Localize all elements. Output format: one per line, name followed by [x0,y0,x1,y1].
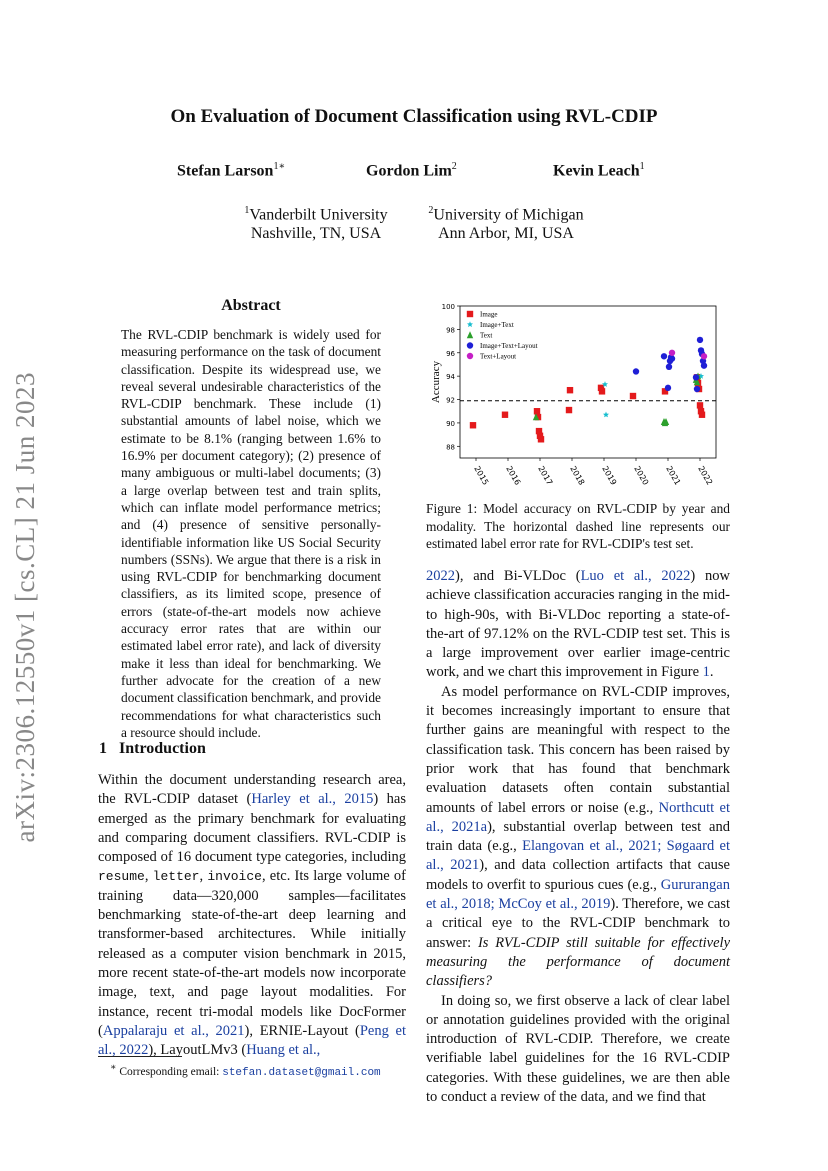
data-point [599,388,605,394]
data-point [669,350,675,356]
y-tick-label: 90 [446,419,455,428]
data-point [633,368,639,374]
legend-label: Text+Layout [480,352,517,361]
x-tick-label: 2017 [536,464,555,487]
legend-label: Image+Text+Layout [480,342,538,350]
intro-paragraph-2: 2022), and Bi-VLDoc (Luo et al., 2022) now achieve classification accuracies ranging in the mid- to high-90s, with Bi-VLDoc reporting a state-of-the-art of 97.12% on the RVL-CDIP test set. This is a large improvement over earlier image-centric work, and we chart this improvement in Figure 1. [426,568,730,681]
data-point [603,412,609,418]
legend-marker [467,331,473,338]
y-tick-label: 100 [441,303,455,311]
data-point [694,386,700,392]
y-tick-label: 92 [446,396,455,405]
legend-marker [467,321,473,327]
data-point [669,355,675,361]
x-tick-label: 2021 [664,464,683,487]
data-point [697,402,703,408]
citation-link[interactable]: Luo et al., 2022 [580,568,691,584]
citation-link[interactable]: 2022 [426,568,455,584]
data-point [661,353,667,359]
y-tick-label: 94 [446,373,455,382]
x-tick-label: 2019 [600,464,619,487]
affiliation-2: $^2$University of Michigan Ann Arbor, MI, USA [428,205,584,243]
x-tick-label: 2016 [504,464,523,487]
data-point [630,393,636,399]
data-point [701,362,707,368]
x-tick-label: 2022 [696,464,715,487]
legend-marker [467,342,473,348]
data-point [697,337,703,343]
y-tick-label: 88 [446,443,455,452]
legend-label: Text [480,331,493,340]
data-point [538,436,544,442]
affiliation-1: $^1$Vanderbilt University Nashville, TN, USA [244,205,388,243]
data-point [693,374,699,380]
intro-paragraph-3: As model performance on RVL-CDIP improves, it becomes increasingly important to ensure that further gains are meaningful with respect to the classification task. This concern has been raised by prior work that has found that benchmark evaluation datasets often contain substantial amounts of label errors or noise (e.g., Northcutt et al., 2021a), substantial overlap between test and train data (e.g., Elangovan et al., 2021; Søgaard et al., 2021), and data collection artifacts that cause models to overfit to spurious cues (e.g., Gururangan et al., 2018; McCoy et al., 2019). Therefore, we cast a critical eye to the RVL-CDIP benchmark to answer: Is RVL-CDIP still suitable for effectively measuring the performance of document classifiers? [426,683,731,990]
citation-link[interactable]: Gururangan et al., 2018; McCoy et al., 2019 [426,876,730,913]
data-point [566,407,572,413]
data-point [699,412,705,418]
author-2: Gordon Lim$^2$ [366,161,457,180]
data-point [701,353,707,359]
email-link[interactable]: stefan.dataset@gmail.com [222,1066,381,1079]
plot-area [430,303,716,487]
citation-link[interactable]: Northcutt et al., 2021a [426,799,730,835]
x-tick-label: 2018 [568,464,587,487]
footnote: ∗ Corresponding email: stefan.dataset@gmail.com [110,1062,381,1079]
figure-ref-link[interactable]: 1 [702,664,710,681]
abstract-heading: Abstract [221,297,281,314]
citation-link[interactable]: Harley et al., 2015 [251,791,374,808]
intro-paragraph-4: In doing so, we first observe a lack of clear label or annotation guidelines provided with the original introduction of RVL-CDIP. Therefore, we create verifiable label guidelines for the 16 RVL-CDIP categories. With these guidelines, we are then able to conduct a review of the data, and we find that [426,992,730,1106]
citation-link[interactable]: Huang et al., [246,1042,321,1059]
intro-right-column [426,567,730,1107]
citation-link[interactable]: Appalaraju et al., 2021 [102,1022,245,1039]
y-tick-label: 96 [446,349,455,358]
legend-marker [467,353,473,359]
intro-paragraph-1: Within the document understanding research area, the RVL-CDIP dataset (Harley et al., 2015) has emerged as the primary benchmark for evaluating and comparing document classifiers. RVL-CDIP is composed of 16 document type categories, including resume, letter, invoice, etc. Its large volume of training data—320,000 samples—facilitates benchmarking state-of-the-art deep learning and transformer-based architectures. While initially released as a computer vision benchmark in 2015, more recent state-of-the-art models now incorporate image, text, and page layout modalities. For instance, recent tri-modal models like DocFormer (Appalaraju et al., 2021), ERNIE-Layout (Peng et al., 2022), LayoutLMv3 (Huang et al., [98,772,407,1059]
abstract-body: The RVL-CDIP benchmark is widely used for measuring performance on the task of document classification. Despite its widespread use, we reveal several undesirable characteristics of the RVL-CDIP benchmark. These include (1) substantial amounts of label noise, which we estimate to be 8.1% (ranging between 1.6% to 16.9% per document category); (2) presence of many ambiguous or multi-label documents; (3) a large overlap between test and train splits, which can inflate model performance metrics; and (4) presence of sensitive personally-identifiable information like US Social Security numbers (SSNs). We argue that there is a risk in using RVL-CDIP for benchmarking document classifiers, as its limited scope, presence of errors (state-of-the-art models now achieve accuracy error rates that are within our estimated label error rate), and lack of diversity make it less than ideal for benchmarking. We further advocate for the creation of a new document classification benchmark, and provide recommendations for what characteristics such a resource should include. [121,327,381,740]
x-tick-label: 2020 [632,464,651,487]
section-heading-introduction: 1 Introduction [99,740,206,757]
legend-label: Image+Text [480,321,514,329]
footnote-rule [98,1056,182,1057]
data-point [666,364,672,370]
y-axis-label: Accuracy [430,360,442,404]
data-point [470,422,476,428]
arxiv-identifier: arXiv:2306.12550v1 [cs.CL] 21 Jun 2023 [10,372,40,843]
paper-title: On Evaluation of Document Classification using RVL-CDIP [170,106,658,127]
author-3: Kevin Leach$^1$ [553,161,645,180]
data-point [567,387,573,393]
citation-link[interactable]: Elangovan et al., 2021; Søgaard et al., 2021 [426,838,730,874]
legend-label: Image [480,310,498,319]
data-point [665,385,671,391]
data-point [534,408,540,414]
data-point [502,412,508,418]
figure-1-chart [426,296,730,494]
figure-1-caption: Figure 1: Model accuracy on RVL-CDIP by year and modality. The horizontal dashed line represents our estimated label error rate for RVL-CDIP's test set. [426,501,730,551]
citation-link[interactable]: Peng et al., 2022 [98,1022,406,1059]
author-1: Stefan Larson$^{1∗}$ [177,161,286,180]
y-tick-label: 98 [446,326,455,335]
x-tick-label: 2015 [472,464,491,487]
legend-marker [467,311,473,317]
